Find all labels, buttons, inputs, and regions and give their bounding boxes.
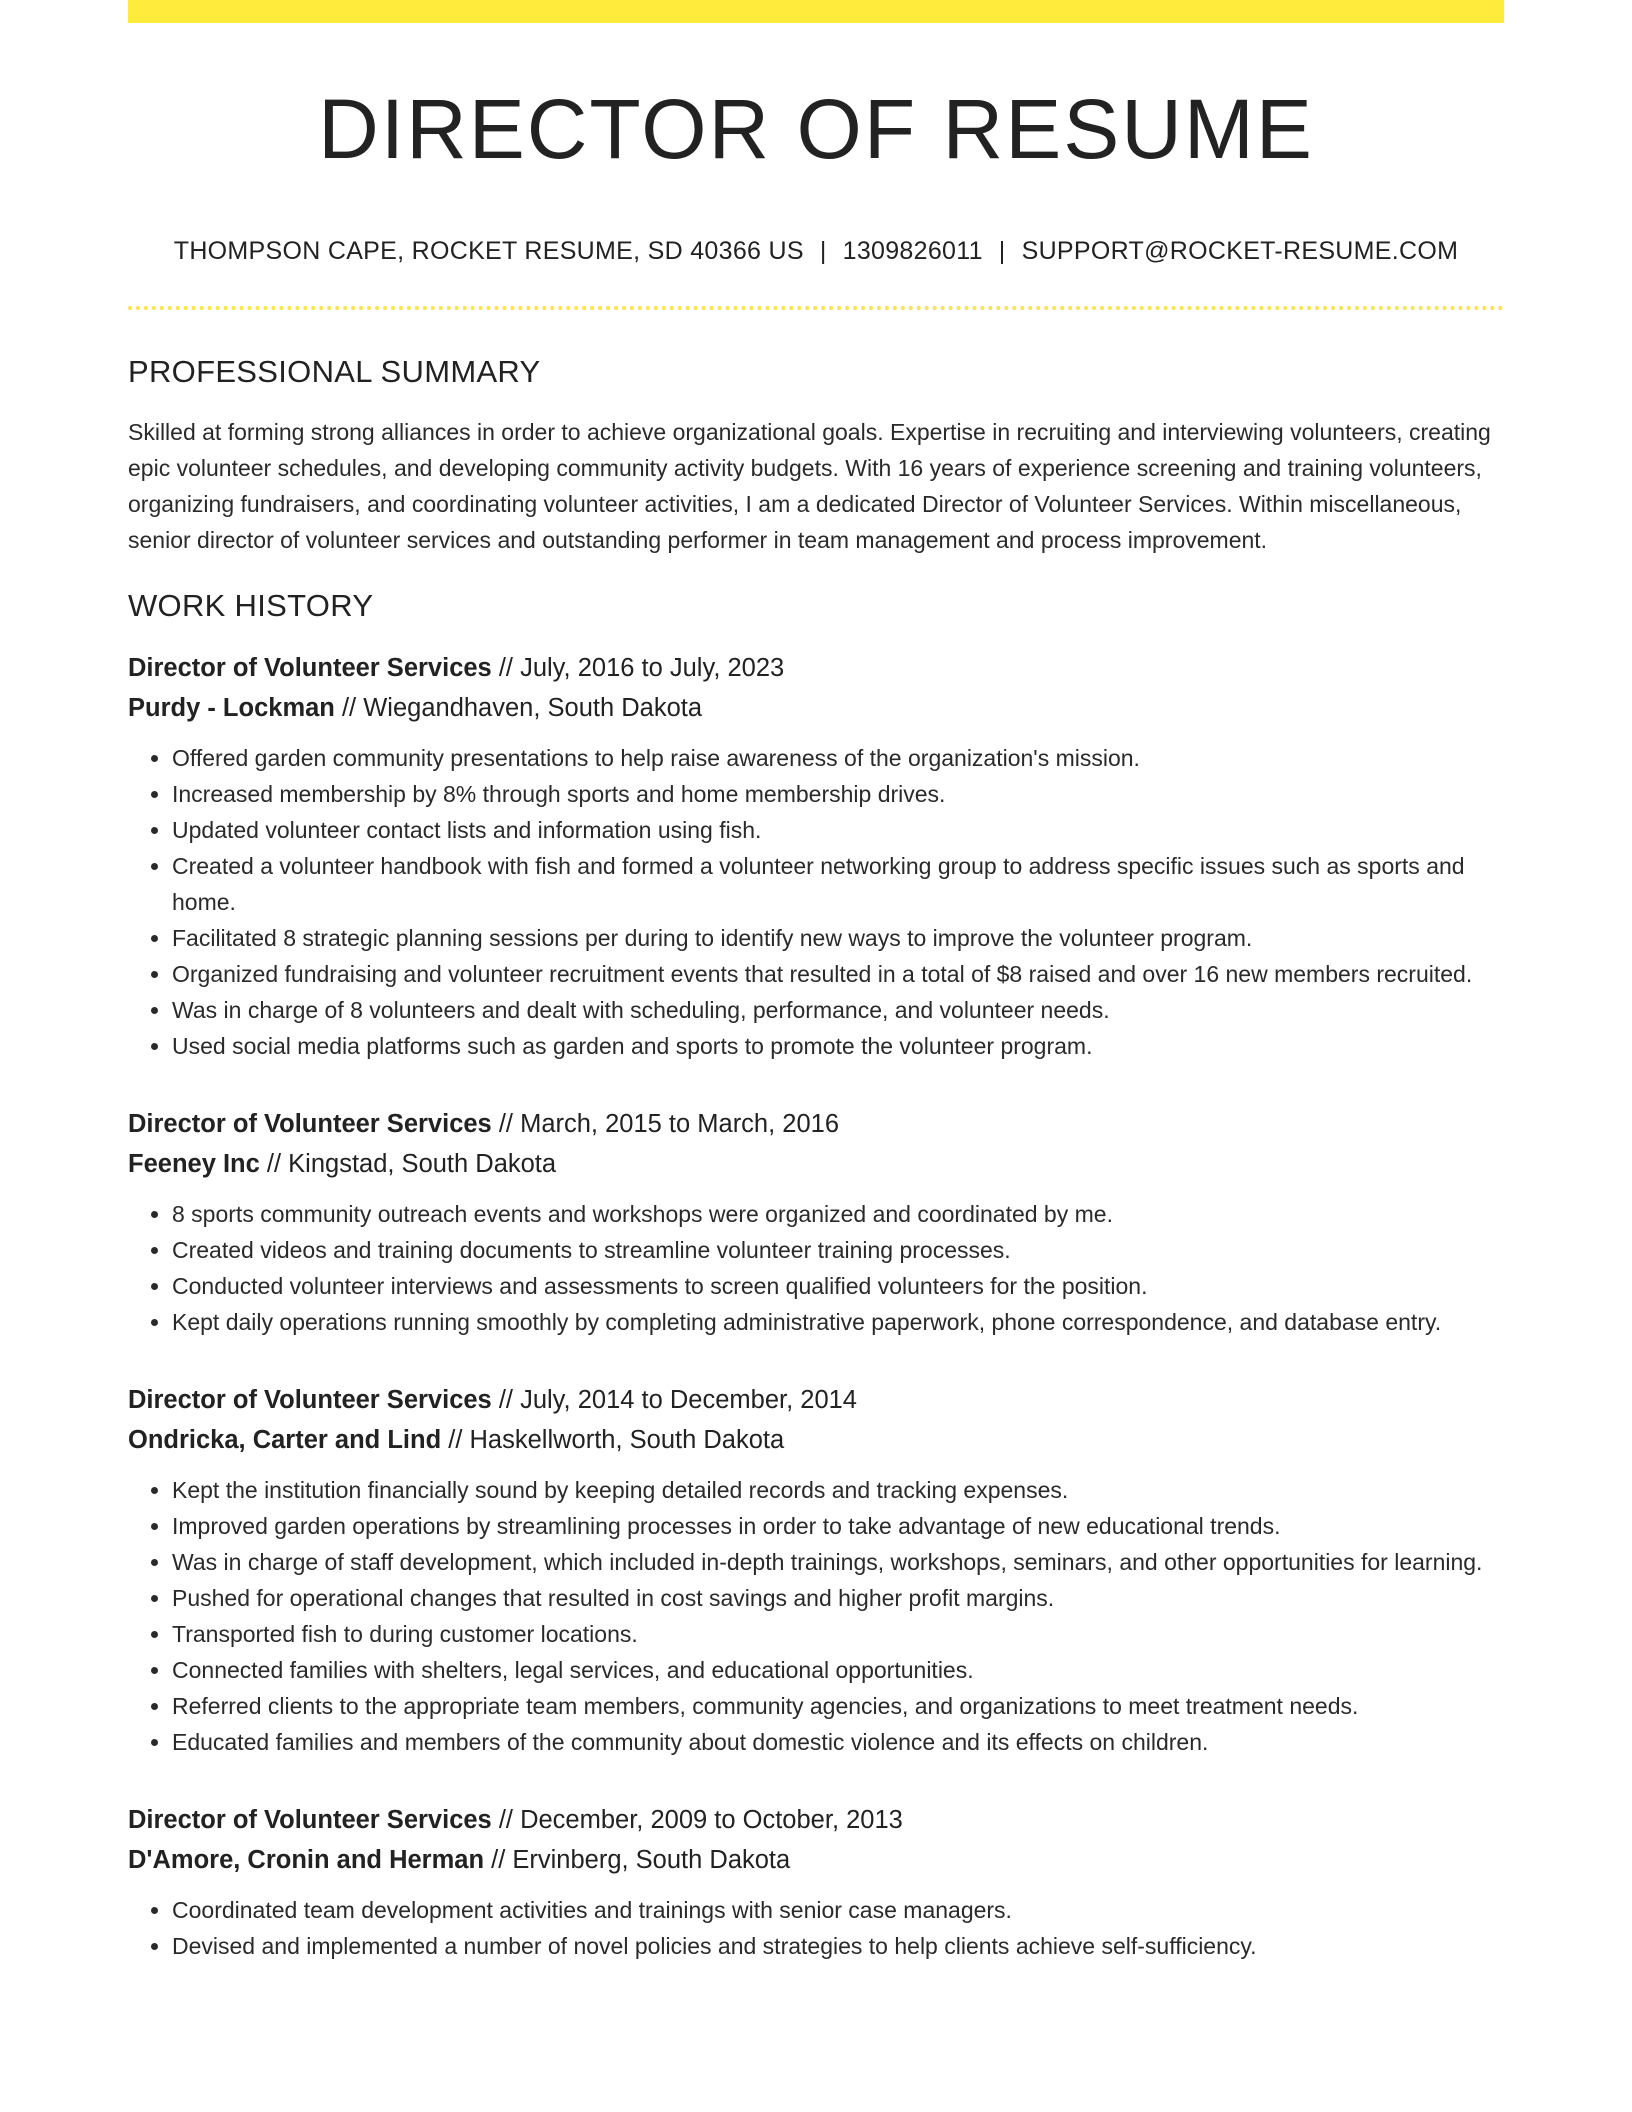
job-bullets bbox=[128, 1892, 1504, 1964]
job-bullet: • Kept the institution financially sound by keeping detailed records and tracking expenses. bbox=[172, 1472, 1504, 1508]
job-bullet: • Conducted volunteer interviews and assessments to screen qualified volunteers for the position. bbox=[172, 1268, 1504, 1304]
job-bullet: • Was in charge of staff development, which included in-depth trainings, workshops, seminars, and other opportunities for learning. bbox=[172, 1544, 1504, 1580]
dotted-divider bbox=[128, 306, 1504, 310]
job-bullet: • Educated families and members of the community about domestic violence and its effects on children. bbox=[172, 1724, 1504, 1760]
job-bullet: • Transported fish to during customer locations. bbox=[172, 1616, 1504, 1652]
job-entry bbox=[128, 1104, 1504, 1340]
job-company: Ondricka, Carter and Lind bbox=[128, 1426, 442, 1455]
summary-text: Skilled at forming strong alliances in order to achieve organizational goals. Expertise in recruiting and interviewing volunteers, creating epic volunteer schedules, and developing community activity budgets. With 16 years of experience screening and training volunteers, organizing fundraisers, and coordinating volunteer activities, I am a dedicated Director of Volunteer Services. Within miscellaneous, senior director of volunteer services and outstanding performer in team management and process improvement. bbox=[128, 419, 1491, 554]
job-role: Director of Volunteer Services bbox=[128, 1386, 492, 1415]
job-bullet: • Pushed for operational changes that resulted in cost savings and higher profit margins. bbox=[172, 1580, 1504, 1616]
resume-name: DIRECTOR OF RESUME bbox=[318, 82, 1314, 176]
job-company: Feeney Inc bbox=[128, 1150, 260, 1179]
job-location: // Haskellworth, South Dakota bbox=[441, 1426, 785, 1455]
job-dates: // December, 2009 to October, 2013 bbox=[491, 1806, 903, 1835]
job-company-line bbox=[128, 1840, 1504, 1880]
job-title-line bbox=[128, 648, 1504, 688]
work-history-list bbox=[128, 648, 1504, 1964]
job-bullet: • Improved garden operations by streamlining processes in order to take advantage of new educational trends. bbox=[172, 1508, 1504, 1544]
job-entry bbox=[128, 648, 1504, 1064]
job-title-line bbox=[128, 1380, 1504, 1420]
job-company: Purdy - Lockman bbox=[128, 694, 335, 723]
job-dates: // July, 2014 to December, 2014 bbox=[491, 1386, 857, 1415]
job-bullets bbox=[128, 1472, 1504, 1760]
job-company: D'Amore, Cronin and Herman bbox=[128, 1846, 485, 1875]
job-entry bbox=[128, 1800, 1504, 1964]
job-bullet: • Increased membership by 8% through sports and home membership drives. bbox=[172, 776, 1504, 812]
job-bullet: • Kept daily operations running smoothly by completing administrative paperwork, phone correspondence, and database entry. bbox=[172, 1304, 1504, 1340]
job-entry bbox=[128, 1380, 1504, 1760]
job-bullet: • Offered garden community presentations to help raise awareness of the organization's mission. bbox=[172, 740, 1504, 776]
job-title-line bbox=[128, 1800, 1504, 1840]
contact-phone: 1309826011 bbox=[842, 237, 983, 266]
job-role: Director of Volunteer Services bbox=[128, 1806, 492, 1835]
job-bullet: • Created videos and training documents to streamline volunteer training processes. bbox=[172, 1232, 1504, 1268]
job-bullets bbox=[128, 740, 1504, 1064]
job-role: Director of Volunteer Services bbox=[128, 1110, 492, 1139]
accent-top-bar bbox=[128, 0, 1504, 23]
job-dates: // July, 2016 to July, 2023 bbox=[491, 654, 785, 683]
resume-page bbox=[128, 0, 1504, 1964]
contact-email[interactable]: SUPPORT@ROCKET-RESUME.COM bbox=[1021, 237, 1459, 266]
job-company-line bbox=[128, 688, 1504, 728]
job-company-line bbox=[128, 1144, 1504, 1184]
job-bullet: • Connected families with shelters, legal services, and educational opportunities. bbox=[172, 1652, 1504, 1688]
job-bullet: • Used social media platforms such as garden and sports to promote the volunteer program. bbox=[172, 1028, 1504, 1064]
job-role: Director of Volunteer Services bbox=[128, 654, 492, 683]
job-bullet: • Created a volunteer handbook with fish and formed a volunteer networking group to address specific issues such as sports and home. bbox=[172, 848, 1504, 920]
contact-separator: | bbox=[998, 237, 1006, 266]
job-location: // Kingstad, South Dakota bbox=[259, 1150, 557, 1179]
contact-line bbox=[128, 237, 1504, 266]
job-bullet: • Devised and implemented a number of novel policies and strategies to help clients achieve self-sufficiency. bbox=[172, 1928, 1504, 1964]
job-location: // Ervinberg, South Dakota bbox=[484, 1846, 791, 1875]
job-company-line bbox=[128, 1420, 1504, 1460]
job-bullet: • Facilitated 8 strategic planning sessions per during to identify new ways to improve the volunteer program. bbox=[172, 920, 1504, 956]
job-dates: // March, 2015 to March, 2016 bbox=[491, 1110, 840, 1139]
job-location: // Wiegandhaven, South Dakota bbox=[334, 694, 703, 723]
summary-heading: PROFESSIONAL SUMMARY bbox=[128, 354, 541, 390]
job-bullet: • Coordinated team development activities and trainings with senior case managers. bbox=[172, 1892, 1504, 1928]
job-bullets bbox=[128, 1196, 1504, 1340]
job-bullet: • Referred clients to the appropriate team members, community agencies, and organizations to meet treatment needs. bbox=[172, 1688, 1504, 1724]
job-bullet: • 8 sports community outreach events and workshops were organized and coordinated by me. bbox=[172, 1196, 1504, 1232]
contact-separator: | bbox=[819, 237, 827, 266]
job-title-line bbox=[128, 1104, 1504, 1144]
contact-address: THOMPSON CAPE, ROCKET RESUME, SD 40366 US bbox=[173, 237, 804, 266]
job-bullet: • Was in charge of 8 volunteers and dealt with scheduling, performance, and volunteer needs. bbox=[172, 992, 1504, 1028]
job-bullet: • Organized fundraising and volunteer recruitment events that resulted in a total of $8 raised and over 16 new members recruited. bbox=[172, 956, 1504, 992]
work-history-heading: WORK HISTORY bbox=[128, 588, 374, 624]
job-bullet: • Updated volunteer contact lists and information using fish. bbox=[172, 812, 1504, 848]
